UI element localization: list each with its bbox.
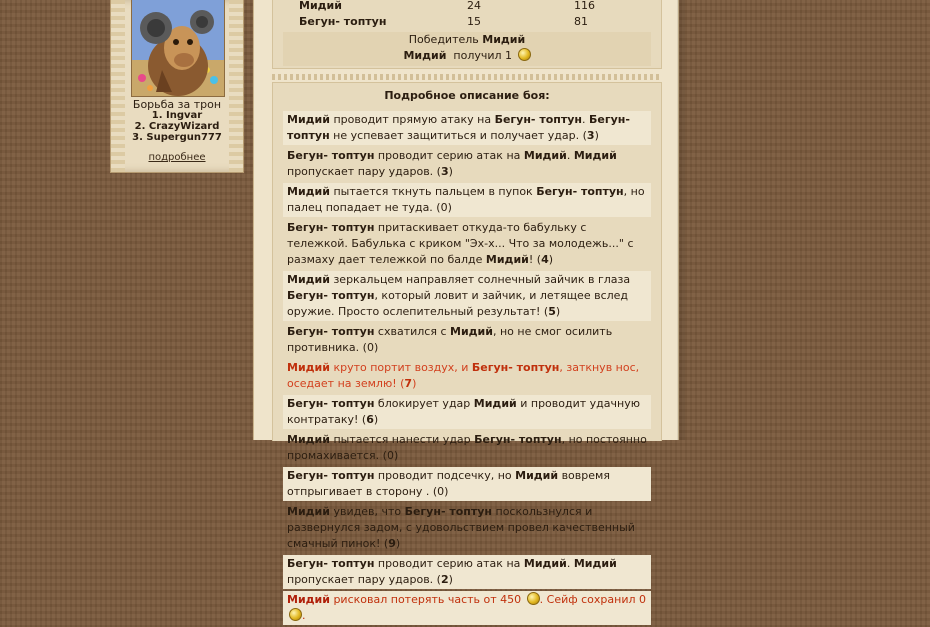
log-highlight: 2 [440,573,449,586]
log-highlight: Мидий [573,557,617,570]
battle-log-title: Подробное описание боя: [384,89,550,102]
log-text: пропускает пару ударов. ( [287,573,441,586]
log-highlight: Бегун- топтун [287,557,375,570]
log-text: ) [594,129,599,142]
reward-line [283,48,651,64]
battle-log-entry [283,555,651,589]
log-text: схватился с [374,325,451,338]
battle-log-entry [283,467,651,501]
log-text: ) [448,165,453,178]
log-highlight: Бегун- топтун [287,289,375,302]
stat-value: 24 [467,0,481,12]
log-highlight: Бегун- топтун [404,505,493,518]
battle-log-entry [283,111,651,145]
log-highlight: Мидий [515,469,559,482]
log-highlight: Бегун- топтун [287,113,630,142]
battle-log-entry [283,271,651,321]
column-shadow [677,0,685,440]
reward-text: получил 1 [453,49,513,62]
log-text: поскользнулся и развернулся задом, с удовольствием провел качественный смачный пинок! ( [287,505,635,550]
log-highlight: 3 [440,165,449,178]
battle-log-entry [283,147,651,181]
log-highlight: 3 [586,129,595,142]
log-highlight: Бегун- топтун [287,397,375,410]
log-highlight: 7 [404,377,413,390]
winner-line [283,32,651,48]
log-text: . [582,113,589,126]
battle-log-entry [283,431,651,465]
result-name: Мидий [287,593,330,606]
log-highlight: Мидий [473,397,517,410]
log-text: ) [555,305,561,318]
result-text: . Сейф сохранил 0 [539,593,647,606]
log-highlight: 6 [366,413,374,426]
log-text: , который ловит и зайчик, и летящее вслед оружие. Просто ослепительный результат! ( [287,289,629,318]
log-highlight: Мидий [287,113,330,126]
log-highlight: Мидий [287,433,330,446]
result-text: рисковал потерять часть от 450 [329,593,525,606]
log-text: ) [373,413,379,426]
log-highlight: 4 [541,253,549,266]
log-text: ) [448,573,453,586]
fighter-name: Бегун- топтун [299,15,387,28]
log-text: ) [395,537,401,550]
log-highlight: Бегун- топтун [287,221,375,234]
log-text: круто портит воздух, и [329,361,472,374]
gold-coin-icon [518,48,531,61]
log-highlight: 9 [388,537,396,550]
leader-1: 1. Ingvar [151,110,203,121]
panel-edge-right [229,0,243,172]
ram-avatar [131,0,225,97]
log-text: , заткнув нос, оседает на землю! ( [287,361,640,390]
log-highlight: Бегун- топтун [536,185,624,198]
battle-log-entry [283,395,651,429]
log-text: проводит подсечку, но [374,469,516,482]
gold-coin-icon [527,592,540,605]
log-text: блокирует удар [374,397,474,410]
log-text: , но палец попадает не туда. (0) [287,185,645,214]
log-text: проводит серию атак на [374,557,524,570]
battle-summary [272,0,662,69]
log-text: , но постоянно промахивается. (0) [287,433,647,462]
fighter-name: Мидий [299,0,342,12]
winner-name: Мидий [482,33,526,46]
log-highlight: Мидий [573,149,617,162]
trophy-title: Борьба за трон [132,98,222,111]
log-text: притаскивает откуда-то бабульку с тележкой. Бабулька с криком "Эх-х... Что за молодежь..." с размаху дает тележкой по балде [287,221,634,266]
stat-row [273,0,661,14]
log-highlight: Мидий [287,505,330,518]
log-highlight: Мидий [287,273,330,286]
log-text: проводит прямую атаку на [329,113,495,126]
log-text: и проводит удачную контратаку! ( [287,397,640,426]
winner-box [283,32,651,66]
log-highlight: Мидий [287,185,330,198]
log-text: . [566,557,574,570]
log-highlight: Мидий [287,361,330,374]
stat-value: 116 [574,0,595,12]
log-highlight: Бегун- топтун [494,113,582,126]
log-text: ) [548,253,554,266]
trophy-panel [110,0,244,173]
log-text: пытается нанести удар [329,433,475,446]
gold-coin-icon [289,608,302,621]
reward-name: Мидий [403,49,447,62]
battle-log-entry [283,359,651,393]
log-highlight: Бегун- топтун [287,469,375,482]
main-column [253,0,679,622]
log-text: пропускает пару ударов. ( [287,165,441,178]
leader-2: 2. CrazyWizard [134,121,220,132]
log-highlight: Мидий [523,149,567,162]
battle-description [272,82,662,622]
battle-log-entry [283,503,651,553]
log-text: ! ( [528,253,542,266]
battle-log-entry [283,183,651,217]
stat-value: 81 [574,15,588,28]
log-text: вовремя отпрыгивает в сторону . (0) [287,469,610,498]
battle-log-entry [283,219,651,269]
log-highlight: Бегун- топтун [474,433,562,446]
more-link[interactable]: подробнее [148,152,206,163]
log-text: пытается ткнуть пальцем в пупок [329,185,537,198]
winner-label: Победитель [408,33,479,46]
battle-log-result [283,591,651,625]
battle-log-entry [283,323,651,357]
stat-row [273,14,661,30]
log-highlight: Бегун- топтун [287,149,375,162]
leaderboard-list [125,110,229,143]
stat-value: 15 [467,15,481,28]
log-highlight: Мидий [523,557,567,570]
log-highlight: Бегун- топтун [471,361,560,374]
log-text: зеркальцем направляет солнечный зайчик в глаза [329,273,631,286]
log-highlight: Мидий [450,325,493,338]
log-text: ) [412,377,417,390]
result-text: . [302,609,306,622]
log-text: , но не смог осилить противника. (0) [287,325,613,354]
log-highlight: Мидий [485,253,529,266]
log-highlight: 5 [548,305,556,318]
log-text: не успевает защититься и получает удар. ( [329,129,587,142]
log-text: проводит серию атак на [374,149,524,162]
log-highlight: Бегун- топтун [287,325,375,338]
leader-3: 3. Supergun777 [132,132,222,143]
section-divider [272,74,660,80]
log-text: . [566,149,574,162]
log-text: увидев, что [329,505,405,518]
battle-log [283,111,651,627]
panel-edge-left [111,0,125,172]
